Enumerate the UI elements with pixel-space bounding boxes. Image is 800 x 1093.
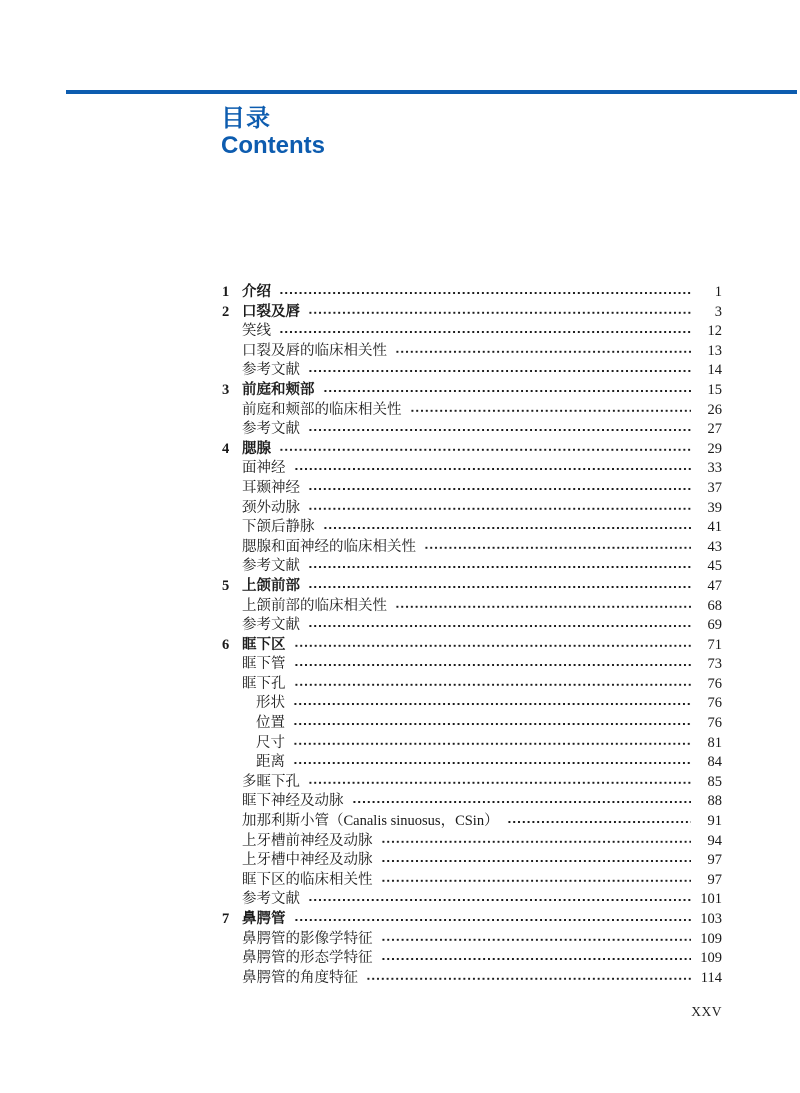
dot-leader	[381, 930, 692, 950]
chapter-number: 3	[222, 381, 230, 398]
entry-page-number: 15	[707, 381, 722, 398]
toc-entry	[222, 832, 722, 852]
toc-entry	[222, 479, 722, 499]
chapter-number: 4	[222, 440, 230, 457]
dot-leader	[308, 361, 691, 381]
entry-title: 形状	[256, 695, 285, 712]
entry-page-number: 91	[707, 813, 722, 830]
dot-leader	[293, 734, 691, 754]
dot-leader	[294, 459, 692, 479]
entry-title: 口裂及唇	[242, 303, 300, 320]
entry-title: 距离	[256, 754, 285, 771]
toc-entry	[222, 303, 722, 323]
header-rule	[66, 90, 797, 94]
entry-title: 腮腺	[242, 440, 271, 457]
toc-entry	[222, 949, 722, 969]
entry-page-number: 109	[700, 930, 722, 947]
entry-page-number: 43	[707, 538, 722, 555]
entry-page-number: 114	[700, 969, 722, 986]
entry-title: 介绍	[242, 284, 271, 300]
entry-title: 加那利斯小管（Canalis sinuosus，CSin）	[242, 813, 499, 830]
toc-entry	[222, 440, 722, 460]
dot-leader	[381, 832, 692, 852]
chapter-number: 6	[222, 636, 230, 653]
entry-title: 眶下孔	[242, 675, 286, 692]
entry-page-number: 73	[707, 656, 722, 673]
dot-leader	[308, 420, 691, 440]
toc-entry	[222, 812, 722, 832]
toc-entry	[222, 616, 722, 636]
entry-title: 尺寸	[256, 734, 285, 751]
entry-title: 参考文献	[242, 558, 300, 575]
dot-leader	[294, 675, 692, 695]
dot-leader	[366, 969, 691, 989]
dot-leader	[293, 753, 691, 773]
dot-leader	[395, 342, 691, 362]
entry-page-number: 84	[707, 754, 722, 771]
entry-page-number: 103	[700, 911, 722, 927]
toc-entry	[222, 499, 722, 519]
page-title-chinese: 目录	[221, 105, 271, 132]
toc-entry	[222, 636, 722, 656]
entry-page-number: 26	[707, 401, 722, 418]
entry-title: 鼻腭管的角度特征	[242, 969, 358, 986]
toc-entry	[222, 910, 722, 930]
entry-page-number: 39	[707, 499, 722, 516]
dot-leader	[294, 636, 692, 656]
entry-title: 下颌后静脉	[242, 519, 315, 536]
entry-page-number: 37	[707, 479, 722, 496]
dot-leader	[395, 597, 691, 617]
dot-leader	[279, 440, 691, 460]
dot-leader	[308, 557, 691, 577]
page-heading	[221, 106, 325, 160]
toc-entry	[222, 401, 722, 421]
entry-title: 鼻腭管的影像学特征	[242, 930, 373, 947]
toc-entry	[222, 890, 722, 910]
entry-title: 参考文献	[242, 891, 300, 908]
entry-page-number: 85	[707, 773, 722, 790]
entry-title: 多眶下孔	[242, 773, 300, 790]
entry-page-number: 88	[707, 793, 722, 810]
entry-page-number: 12	[707, 323, 722, 340]
toc-entry	[222, 381, 722, 401]
toc-entry	[222, 597, 722, 617]
entry-title: 笑线	[242, 323, 271, 340]
entry-page-number: 101	[700, 891, 722, 908]
toc-entry	[222, 871, 722, 891]
entry-page-number: 41	[707, 519, 722, 536]
entry-page-number: 109	[700, 950, 722, 967]
toc-entry	[222, 714, 722, 734]
entry-title: 位置	[256, 715, 285, 732]
toc-entry	[222, 518, 722, 538]
chapter-number: 2	[222, 303, 230, 320]
entry-page-number: 94	[707, 832, 722, 849]
entry-page-number: 68	[707, 597, 722, 614]
entry-page-number: 45	[707, 558, 722, 575]
dot-leader	[308, 499, 691, 519]
entry-page-number: 81	[707, 734, 722, 751]
toc-entry	[222, 420, 722, 440]
entry-page-number: 97	[707, 852, 722, 869]
toc-entry	[222, 734, 722, 754]
entry-page-number: 14	[707, 362, 722, 379]
chapter-number: 1	[222, 284, 230, 300]
dot-leader	[308, 616, 691, 636]
toc-entry	[222, 538, 722, 558]
entry-page-number: 97	[707, 871, 722, 888]
entry-title: 颈外动脉	[242, 499, 300, 516]
entry-page-number: 27	[707, 421, 722, 438]
dot-leader	[381, 851, 692, 871]
entry-page-number: 76	[707, 675, 722, 692]
entry-title: 口裂及唇的临床相关性	[242, 342, 387, 359]
toc-entry	[222, 655, 722, 675]
dot-leader	[308, 890, 691, 910]
dot-leader	[381, 949, 692, 969]
page-title-english: Contents	[221, 131, 325, 159]
entry-title: 上牙槽前神经及动脉	[242, 832, 373, 849]
toc-entry	[222, 361, 722, 381]
toc-entry	[222, 322, 722, 342]
dot-leader	[507, 812, 691, 832]
dot-leader	[279, 283, 691, 303]
dot-leader	[381, 871, 692, 891]
toc-entry	[222, 557, 722, 577]
entry-page-number: 29	[707, 440, 722, 457]
entry-title: 耳颞神经	[242, 479, 300, 496]
toc-entry	[222, 577, 722, 597]
toc-entry	[222, 283, 722, 303]
dot-leader	[424, 538, 691, 558]
entry-title: 鼻腭管的形态学特征	[242, 950, 373, 967]
entry-title: 眶下区	[242, 636, 286, 653]
chapter-number: 5	[222, 577, 230, 594]
entry-page-number: 47	[707, 577, 722, 594]
entry-title: 眶下神经及动脉	[242, 793, 344, 810]
chapter-number: 7	[222, 911, 230, 927]
entry-title: 上牙槽中神经及动脉	[242, 852, 373, 869]
entry-title: 眶下管	[242, 656, 286, 673]
dot-leader	[308, 773, 691, 793]
toc-entry	[222, 930, 722, 950]
entry-page-number: 71	[707, 636, 722, 653]
toc-entry	[222, 459, 722, 479]
dot-leader	[410, 401, 692, 421]
dot-leader	[294, 655, 692, 675]
entry-title: 面神经	[242, 460, 286, 477]
entry-title: 参考文献	[242, 421, 300, 438]
dot-leader	[279, 322, 691, 342]
entry-title: 上颌前部	[242, 577, 300, 594]
entry-page-number: 3	[714, 303, 722, 320]
entry-title: 鼻腭管	[242, 911, 286, 927]
dot-leader	[352, 792, 692, 812]
dot-leader	[308, 577, 691, 597]
dot-leader	[323, 381, 692, 401]
entry-page-number: 69	[707, 617, 722, 634]
entry-title: 参考文献	[242, 617, 300, 634]
dot-leader	[308, 479, 691, 499]
folio-page-number: XXV	[691, 1004, 722, 1019]
entry-title: 前庭和颊部	[242, 381, 315, 398]
toc-entry	[222, 851, 722, 871]
toc-entry	[222, 694, 722, 714]
toc-entry	[222, 969, 722, 989]
dot-leader	[293, 694, 691, 714]
entry-title: 前庭和颊部的临床相关性	[242, 401, 402, 418]
dot-leader	[323, 518, 692, 538]
toc-entry	[222, 342, 722, 362]
entry-page-number: 1	[714, 284, 722, 300]
entry-page-number: 76	[707, 695, 722, 712]
entry-page-number: 33	[707, 460, 722, 477]
toc-entry	[222, 675, 722, 695]
entry-page-number: 76	[707, 715, 722, 732]
toc-list	[222, 283, 722, 988]
toc-entry	[222, 753, 722, 773]
entry-title: 参考文献	[242, 362, 300, 379]
toc-entry	[222, 773, 722, 793]
dot-leader	[294, 910, 692, 930]
dot-leader	[308, 303, 691, 323]
dot-leader	[293, 714, 691, 734]
entry-page-number: 13	[707, 342, 722, 359]
entry-title: 眶下区的临床相关性	[242, 871, 373, 888]
toc-entry	[222, 792, 722, 812]
entry-title: 上颌前部的临床相关性	[242, 597, 387, 614]
entry-title: 腮腺和面神经的临床相关性	[242, 538, 416, 555]
